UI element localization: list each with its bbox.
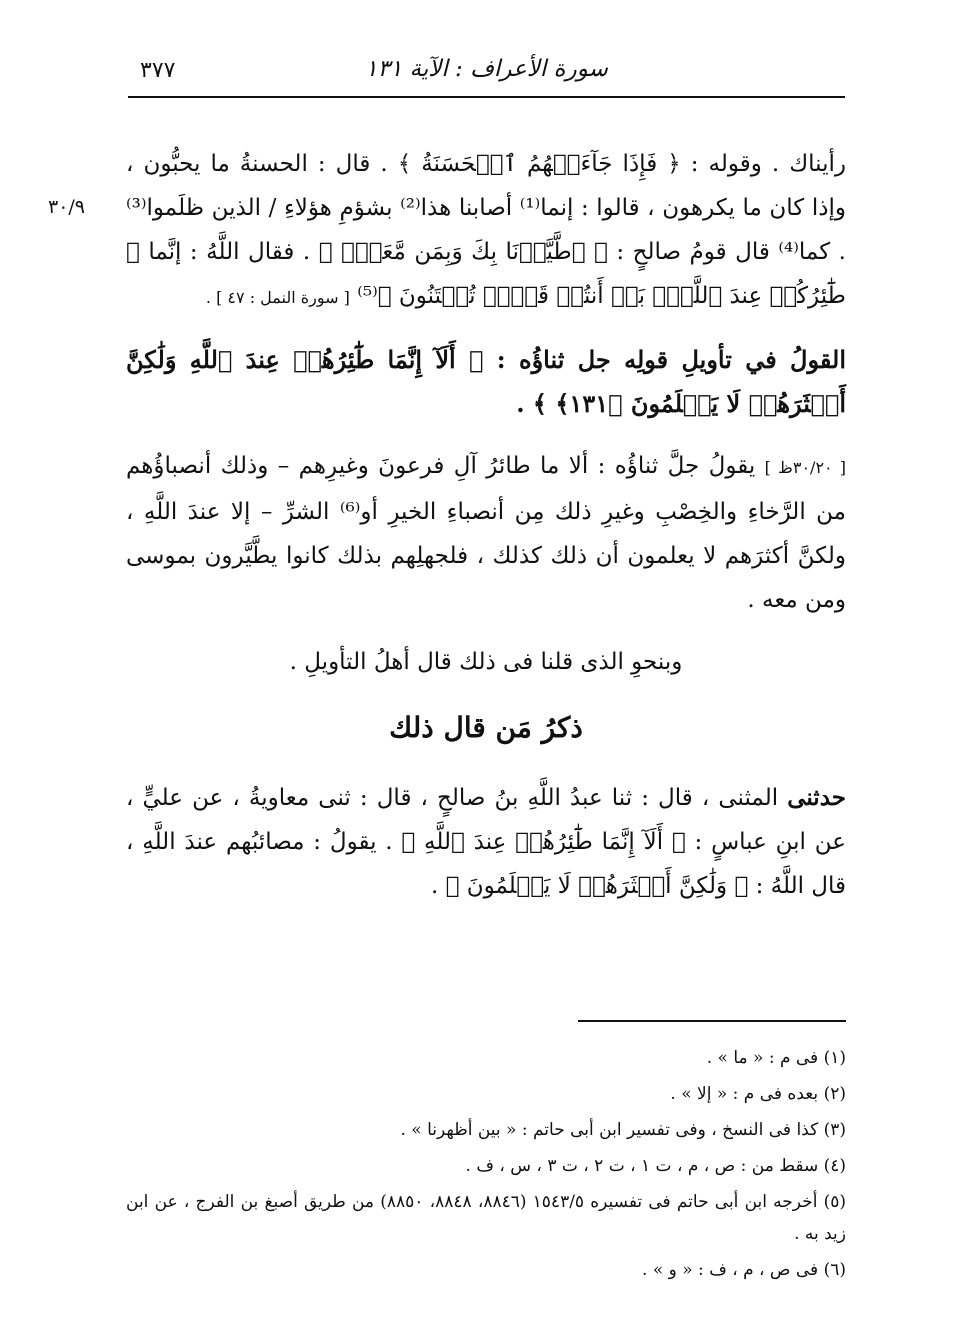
footnote-1: (١) فى م : « ما » . <box>706 1048 846 1068</box>
page-number: ٣٧٧ <box>140 58 176 83</box>
footnote-2: (٢) بعده فى م : « إلا » . <box>670 1084 846 1104</box>
footnote-5: (٥) أخرجه ابن أبى حاتم فى تفسيره ١٥٤٣/٥ (٨٨٤٦، ٨٨٤٨، ٨٨٥٠) من طريق أصبغ بن الفرج ، عن ابن زيد به . <box>126 1192 847 1244</box>
paragraph-2-text: يقولُ جلَّ ثناؤُه : ألا ما طائرُ آلِ فرعونَ وغيرِهم – وذلك أنصباؤُهم من الرَّخاءِ والخِصْبِ وغيرِ ذلك مِن أنصباءِ الخيرِ أو⁽⁶⁾ الشرِّ – إلا عندَ اللَّهِ ، ولكنَّ أكثرَهم لا يعلمون أن ذلك كذلك ، فلجهلِهم بذلك كانوا يطَّيَّرون بموسى ومن معه . <box>126 453 846 613</box>
main-text <box>126 142 846 926</box>
paragraph-1 <box>126 142 846 320</box>
footnote-divider <box>578 1020 846 1022</box>
paragraph-2 <box>126 444 846 622</box>
paragraph-4-text: المثنى ، قال : ثنا عبدُ اللَّهِ بنُ صالحٍ ، قال : ثنى معاويةُ ، عن عليٍّ ، عن ابنِ عباسٍ : ﴿ أَلَآ إِنَّمَا طَٰٓئِرُهُمۡ عِندَ ٱللَّهِ ﴾ . يقولُ : مصائبُهم عندَ اللَّهِ ، قال اللَّهُ : ﴿ وَلَٰكِنَّ أَكۡثَرَهُمۡ لَا يَعۡلَمُونَ ﴾ . <box>126 785 846 899</box>
footnote-6: (٦) فى ص ، م ، ف : « و » . <box>642 1260 846 1280</box>
page-header <box>128 52 845 98</box>
interpretation-heading: القولُ في تأويلِ قولِه جل ثناؤُه : ﴿ أَلَآ إِنَّمَا طَٰٓئِرُهُمۡ عِندَ ٱللَّهِ وَلَٰكِنَّ أَكۡثَرَهُمۡ لَا يَعۡلَمُونَ ﴿١٣١﴾ ﴾ . <box>126 345 846 418</box>
quran-reference: [ سورة النمل : ٤٧ ] . <box>205 288 350 307</box>
footnotes <box>126 1042 846 1290</box>
margin-reference: ٣٠/٩ <box>48 196 86 218</box>
narration-lead: حدثنى <box>787 784 846 811</box>
manuscript-folio-ref: [ ٣٠/٢٠ظ ] <box>764 458 847 477</box>
footnote-3: (٣) كذا فى النسخ ، وفى تفسير ابن أبى حاتم : « بين أظهرنا » . <box>400 1120 846 1140</box>
paragraph-4 <box>126 776 846 908</box>
running-title: سورة الأعراف : الآية ١٣١ <box>365 56 608 82</box>
paragraph-1-text: رأيناك . وقوله : ﴿ فَإِذَا جَآءَتۡهُمُ ٱلۡحَسَنَةُ ﴾ . قال : الحسنةُ ما يحبُّون ، وإذا كان ما يكرهون ، قالوا : إنما⁽¹⁾ أصابنا هذا⁽²⁾ بشؤمِ هؤلاءِ / الذين ظلَموا⁽³⁾ . كما⁽⁴⁾ قال قومُ صالحٍ : ﴿ ٱطَّيَّرۡنَا بِكَ وَبِمَن مَّعَكَۚ ﴾ . فقال اللَّهُ : إنَّما ﴿ طَٰٓئِرُكُمۡ عِندَ ٱللَّهِۖ بَلۡ أَنتُمۡ قَوۡمٞ تُفۡتَنُونَ ﴾⁽⁵⁾ <box>126 151 846 309</box>
footnote-4: (٤) سقط من : ص ، م ، ت ١ ، ت ٢ ، ت ٣ ، س ، ف . <box>465 1156 846 1176</box>
section-heading: ذكرُ مَن قال ذلك <box>389 711 583 744</box>
paragraph-3: وبنحوِ الذى قلنا فى ذلك قال أهلُ التأويلِ . <box>289 649 683 675</box>
